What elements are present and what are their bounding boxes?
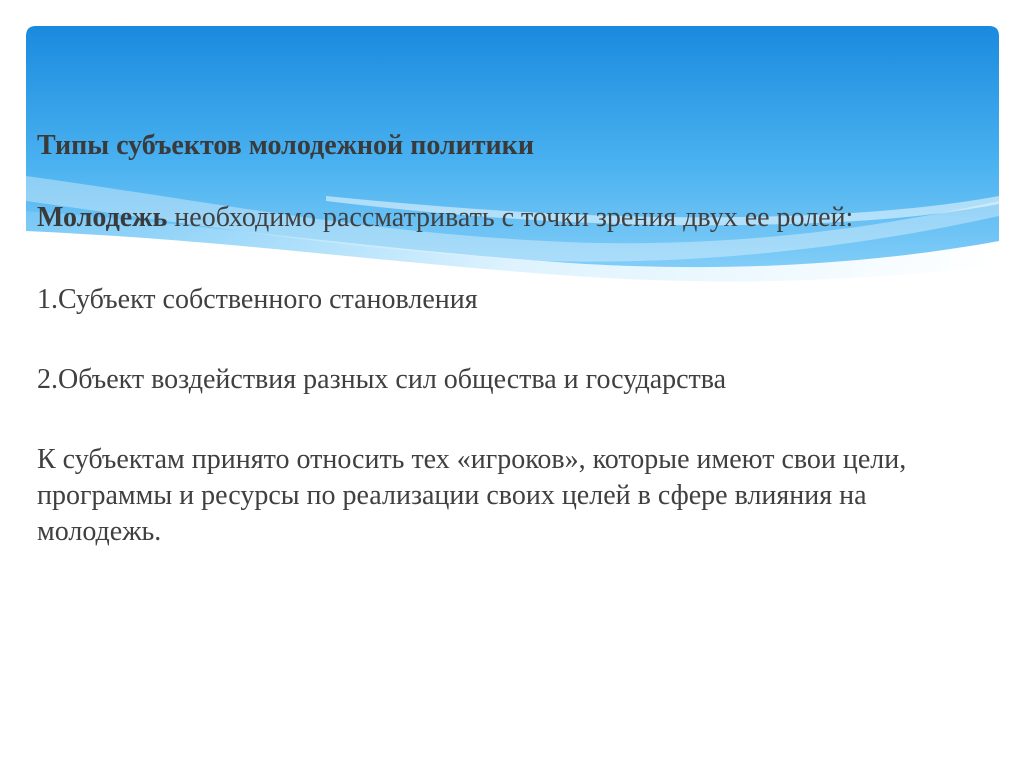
list-item-2: 2.Объект воздействия разных сил общества и государства (37, 364, 727, 395)
slide-content (37, 128, 987, 550)
list-item-1: 1.Субъект собственного становления (37, 284, 478, 315)
intro-text: необходимо рассматривать с точки зрения двух ее ролей: (167, 202, 854, 233)
slide-title: Типы субъектов молодежной политики (37, 130, 534, 161)
closing-paragraph: К субъектам принято относить тех «игроков», которые имеют свои цели, программы и ресурсы по реализации своих целей в сфере влияния на молодежь. (37, 444, 907, 547)
intro-paragraph (37, 200, 987, 236)
intro-bold-term: Молодежь (37, 202, 168, 233)
